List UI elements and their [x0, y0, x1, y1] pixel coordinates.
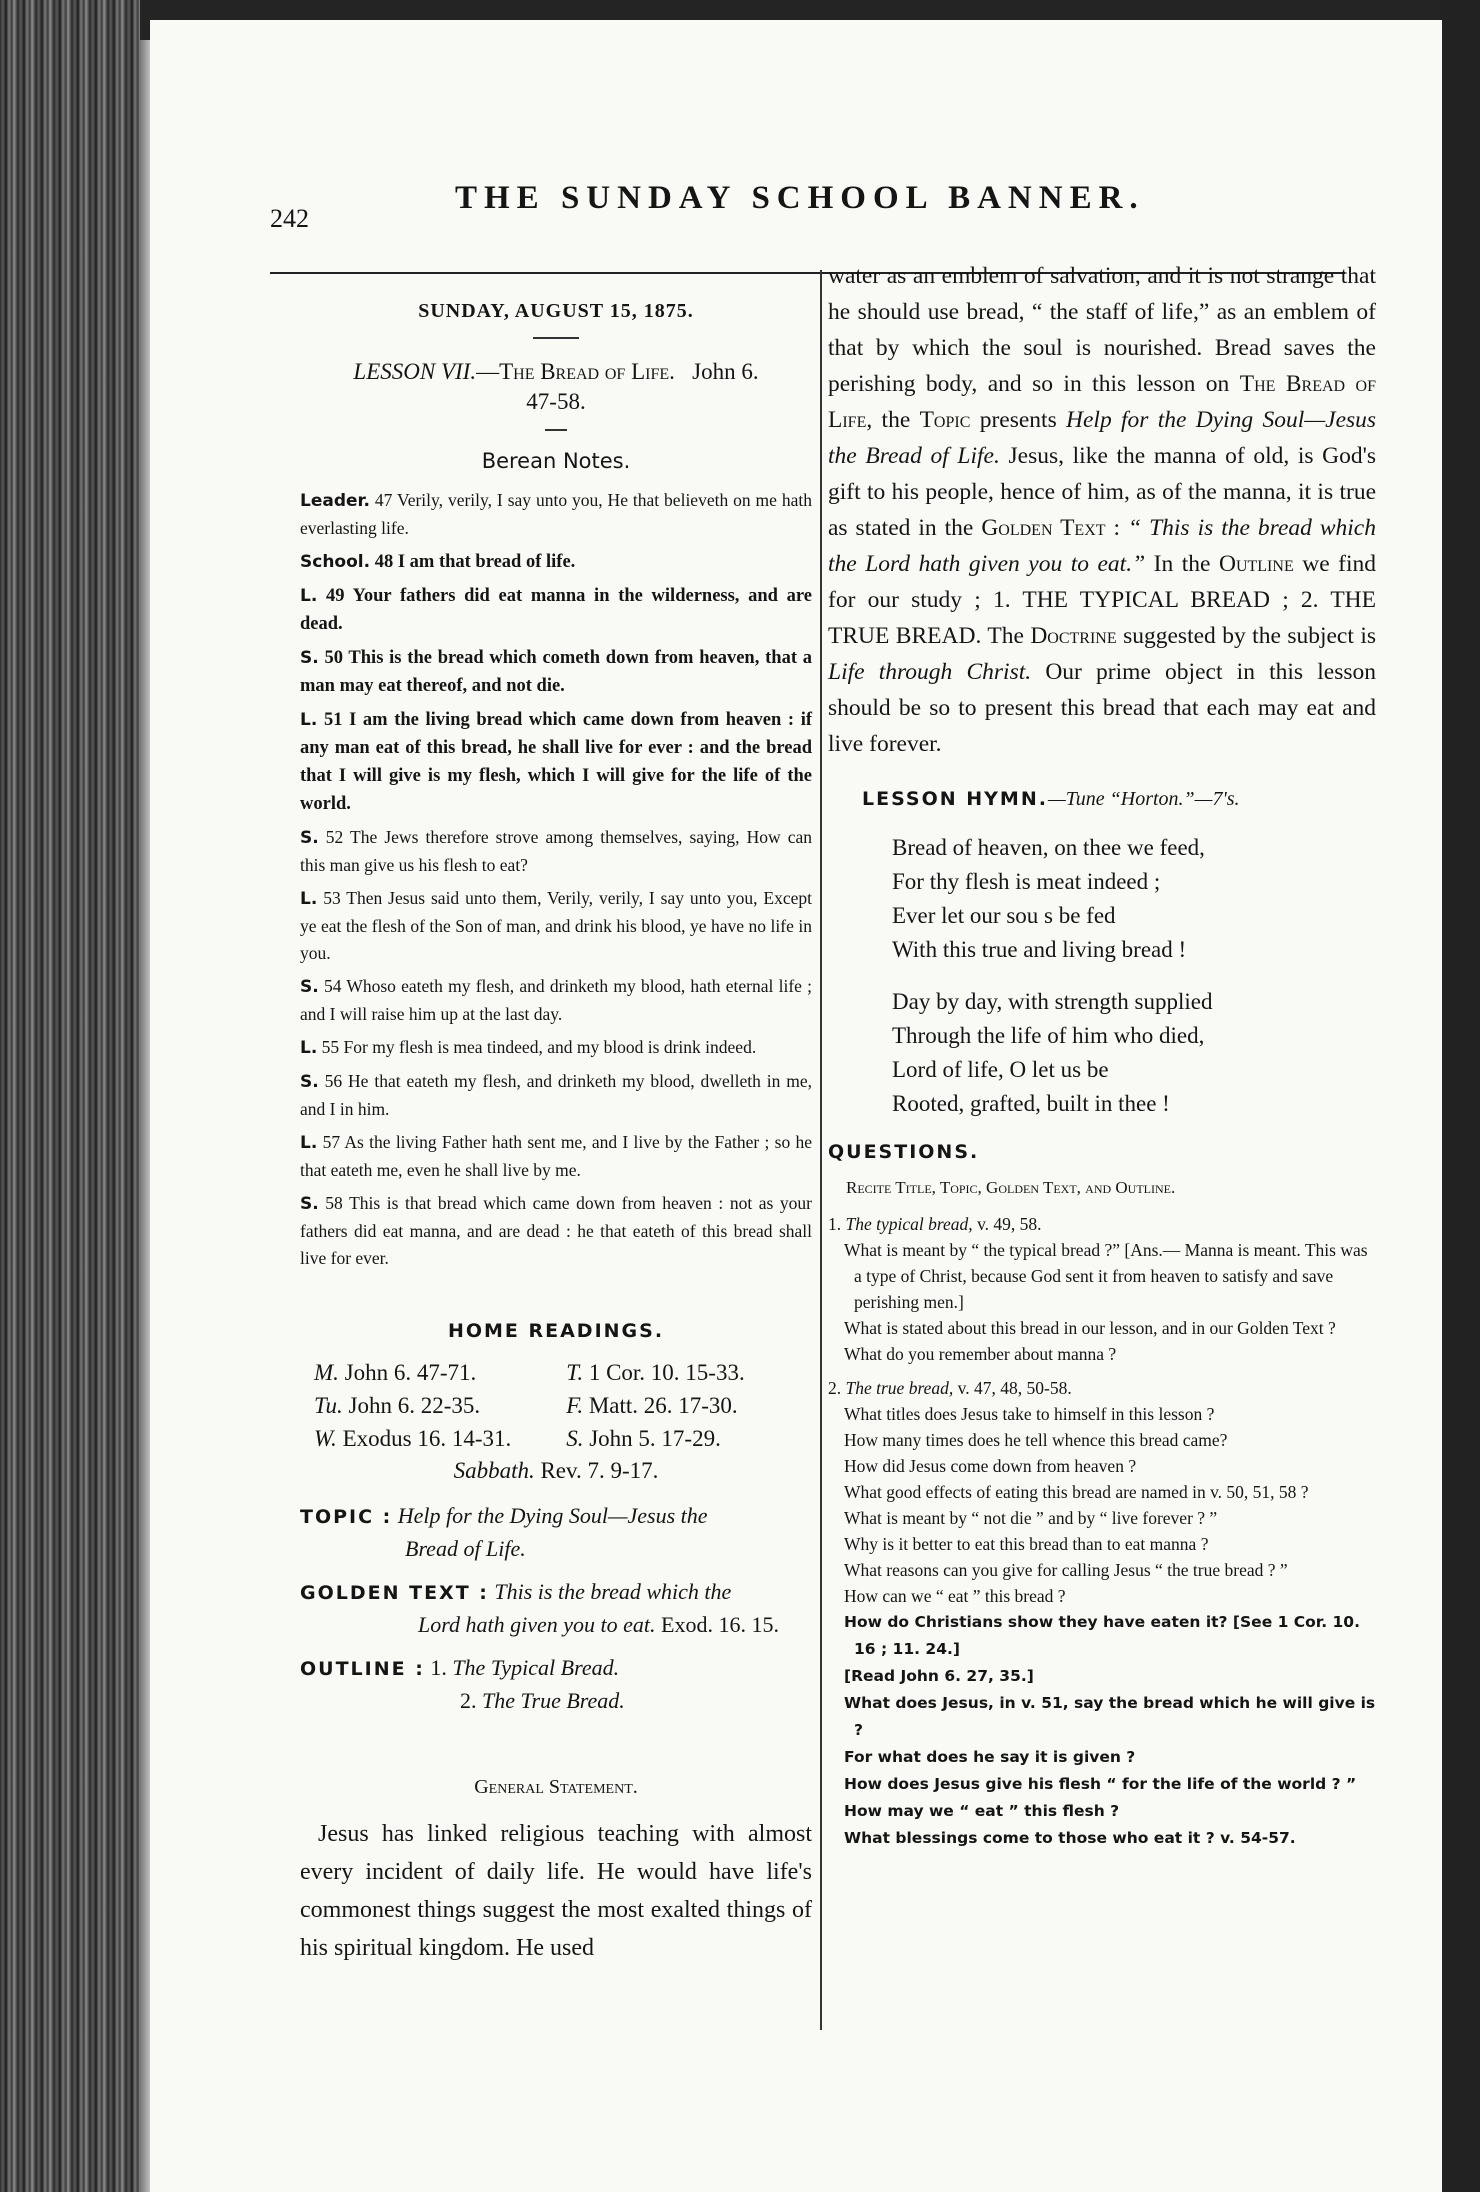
running-header [270, 180, 1345, 236]
reading-cell: T. 1 Cor. 10. 15-33. [566, 1360, 745, 1385]
question-item: What does Jesus, in v. 51, say the bread which he will give is ? [844, 1694, 1376, 1739]
readings-row [300, 1356, 812, 1389]
question-section-2: 2. The true bread, v. 47, 48, 50-58. [828, 1378, 1072, 1398]
question-item: What titles does Jesus take to himself in this lesson ? [844, 1404, 1215, 1424]
verse-51: L. 51 I am the living bread which came down from heaven : if any man eat of this bread, he shall live for ever : and the bread that I will give is my flesh, which I will give for the life of the world. [300, 710, 812, 814]
question-section-1: 1. The typical bread, v. 49, 58. [828, 1214, 1042, 1234]
topic-label: TOPIC : [300, 1506, 393, 1528]
topic-line-2: Bread of Life. [405, 1536, 526, 1561]
question-item: What is meant by “ not die ” and by “ live forever ? ” [844, 1508, 1218, 1528]
lesson-number: LESSON VII. [353, 359, 477, 384]
lesson-title: The Bread of Life. [499, 359, 675, 384]
left-column [300, 300, 812, 1967]
verse-50: S. 50 This is the bread which cometh down from heaven, that a man may eat thereof, and not die. [300, 648, 812, 696]
hymn-stanza-2: Day by day, with strength supplied Through the life of him who died, Lord of life, O let us be Rooted, grafted, built in thee ! [892, 989, 1213, 1116]
question-item: What reasons can you give for calling Jesus “ the true bread ? ” [844, 1560, 1288, 1580]
sabbath-reading: Sabbath. Rev. 7. 9-17. [453, 1458, 659, 1483]
lesson-dash: — [476, 359, 500, 384]
verse-58: S. 58 This is that bread which came down from heaven : not as your fathers did eat manna, and are dead : he that eateth of this bread shall live for ever. [300, 1193, 813, 1268]
golden-text-label: GOLDEN TEXT : [300, 1582, 489, 1604]
berean-verses [300, 487, 812, 1272]
question-item: What blessings come to those who eat it ? v. 54-57. [844, 1829, 1296, 1847]
verse-49: L. 49 Your fathers did eat manna in the wilderness, and are dead. [300, 586, 812, 634]
question-item: What good effects of eating this bread are named in v. 50, 51, 58 ? [844, 1482, 1309, 1502]
question-item: What is meant by “ the typical bread ?” [Ans.— Manna is meant. This was a type of Christ, because God sent it from heaven to satisfy and save perishing men.] [844, 1240, 1368, 1312]
verse-53: L. 53 Then Jesus said unto them, Verily, verily, I say unto you, Except ye eat the flesh of the Son of man, and drink his blood, ye have no life in you. [300, 888, 813, 963]
hymn-tune: —Tune “Horton.”—7's. [1047, 788, 1240, 810]
readings-row [300, 1422, 812, 1455]
reading-cell: M. John 6. 47-71. [314, 1360, 477, 1385]
outline: OUTLINE : 1. The Typical Bread. 2. The True Bread. [300, 1655, 625, 1713]
question-item: Why is it better to eat this bread than to eat manna ? [844, 1534, 1209, 1554]
verse-54: S. 54 Whoso eateth my flesh, and drinketh my blood, hath eternal life ; and I will raise him up at the last day. [300, 976, 812, 1024]
question-item: What do you remember about manna ? [844, 1344, 1117, 1364]
topic-line-1: Help for the Dying Soul—Jesus the [397, 1503, 708, 1528]
golden-text-line-1: This is the bread which the [494, 1579, 732, 1604]
question-item: How many times does he tell whence this bread came? [844, 1430, 1228, 1450]
questions-heading: QUESTIONS. [828, 1141, 980, 1163]
reading-cell: F. Matt. 26. 17-30. [566, 1393, 738, 1418]
reading-cell: Tu. John 6. 22-35. [314, 1393, 481, 1418]
hymn-stanza-1: Bread of heaven, on thee we feed, For thy flesh is meat indeed ; Ever let our sou s be fed With this true and living bread ! [892, 835, 1205, 962]
outline-label: OUTLINE : [300, 1658, 425, 1680]
hymn-heading [828, 788, 1376, 811]
verse-47: Leader. 47 Verily, verily, I say unto you, He that believeth on me hath everlasting life. [300, 490, 813, 538]
short-rule-2 [545, 429, 567, 431]
hymn-label: LESSON HYMN. [862, 788, 1048, 810]
right-column [828, 258, 1376, 1852]
question-item: How does Jesus give his flesh “ for the life of the world ? ” [844, 1775, 1357, 1793]
outline-item-2: The True Bread. [482, 1688, 625, 1713]
question-item: For what does he say it is given ? [844, 1748, 1136, 1766]
page-number: 242 [270, 204, 309, 233]
verse-55: L. 55 For my flesh is mea tindeed, and my blood is drink indeed. [300, 1037, 757, 1058]
book-spine [0, 0, 140, 2192]
question-item: How did Jesus come down from heaven ? [844, 1456, 1137, 1476]
lesson-reference-verses: 47-58. [526, 389, 586, 414]
verse-57: L. 57 As the living Father hath sent me, and I live by the Father ; so he that eateth me, even he shall live by me. [300, 1132, 813, 1180]
lesson-heading [300, 357, 812, 417]
lesson-reference: John 6. [692, 359, 759, 384]
berean-notes-heading: Berean Notes. [481, 449, 631, 473]
topic [300, 1500, 812, 1564]
readings-row [300, 1389, 812, 1422]
questions-recite: Recite Title, Topic, Golden Text, and Outline. [846, 1178, 1176, 1197]
question-item: What is stated about this bread in our lesson, and in our Golden Text ? [844, 1318, 1336, 1338]
lesson-date: SUNDAY, AUGUST 15, 1875. [418, 300, 694, 322]
general-statement-heading: General Statement. [474, 1776, 638, 1798]
home-readings-table [300, 1356, 812, 1455]
short-rule [533, 337, 579, 339]
question-item: How can we “ eat ” this bread ? [844, 1586, 1066, 1606]
question-item: How do Christians show they have eaten it? [See 1 Cor. 10. 16 ; 11. 24.] [844, 1613, 1360, 1658]
scan-right-border [1440, 0, 1480, 2192]
verse-52: S. 52 The Jews therefore strove among themselves, saying, How can this man give us his flesh to eat? [300, 827, 812, 875]
home-readings-heading: HOME READINGS. [447, 1320, 665, 1342]
verse-48: School. 48 I am that bread of life. [300, 552, 576, 572]
reading-cell: S. John 5. 17-29. [566, 1426, 721, 1451]
verse-56: S. 56 He that eateth my flesh, and drinketh my blood, dwelleth in me, and I in him. [300, 1071, 813, 1119]
reading-cell: W. Exodus 16. 14-31. [314, 1426, 512, 1451]
question-item: How may we “ eat ” this flesh ? [844, 1802, 1120, 1820]
outline-item-1: The Typical Bread. [452, 1655, 620, 1680]
running-title: THE SUNDAY SCHOOL BANNER. [455, 180, 1145, 216]
column-divider [820, 270, 822, 2030]
general-statement-right: water as an emblem of salvation, and it is not strange that he should use bread, “ the staff of life,” as an emblem of that by which the soul is nourished. Bread saves the perishing body, and so in this lesson on The Bread of Life, the Topic presents Help for the Dying Soul—Jesus the Bread of Life. Jesus, like the manna of old, is God's gift to his people, hence of him, as of the manna, it is true as stated in the Golden Text : “ This is the bread which the Lord hath given you to eat.” In the Outline we find for our study ; 1. THE TYPICAL BREAD ; 2. THE TRUE BREAD. The Doctrine suggested by the subject is Life through Christ. Our prime object in this lesson should be so to present this bread that each may eat and live forever. [828, 263, 1377, 757]
golden-text [300, 1576, 812, 1640]
general-statement-left: Jesus has linked religious teaching with almost every incident of daily life. He would have life's commonest things suggest the most exalted things of his spiritual kingdom. He used [300, 1821, 812, 1961]
question-item: [Read John 6. 27, 35.] [844, 1667, 1034, 1685]
golden-text-line-2: Lord hath given you to eat. [418, 1612, 656, 1637]
golden-text-ref: Exod. 16. 15. [661, 1612, 779, 1637]
